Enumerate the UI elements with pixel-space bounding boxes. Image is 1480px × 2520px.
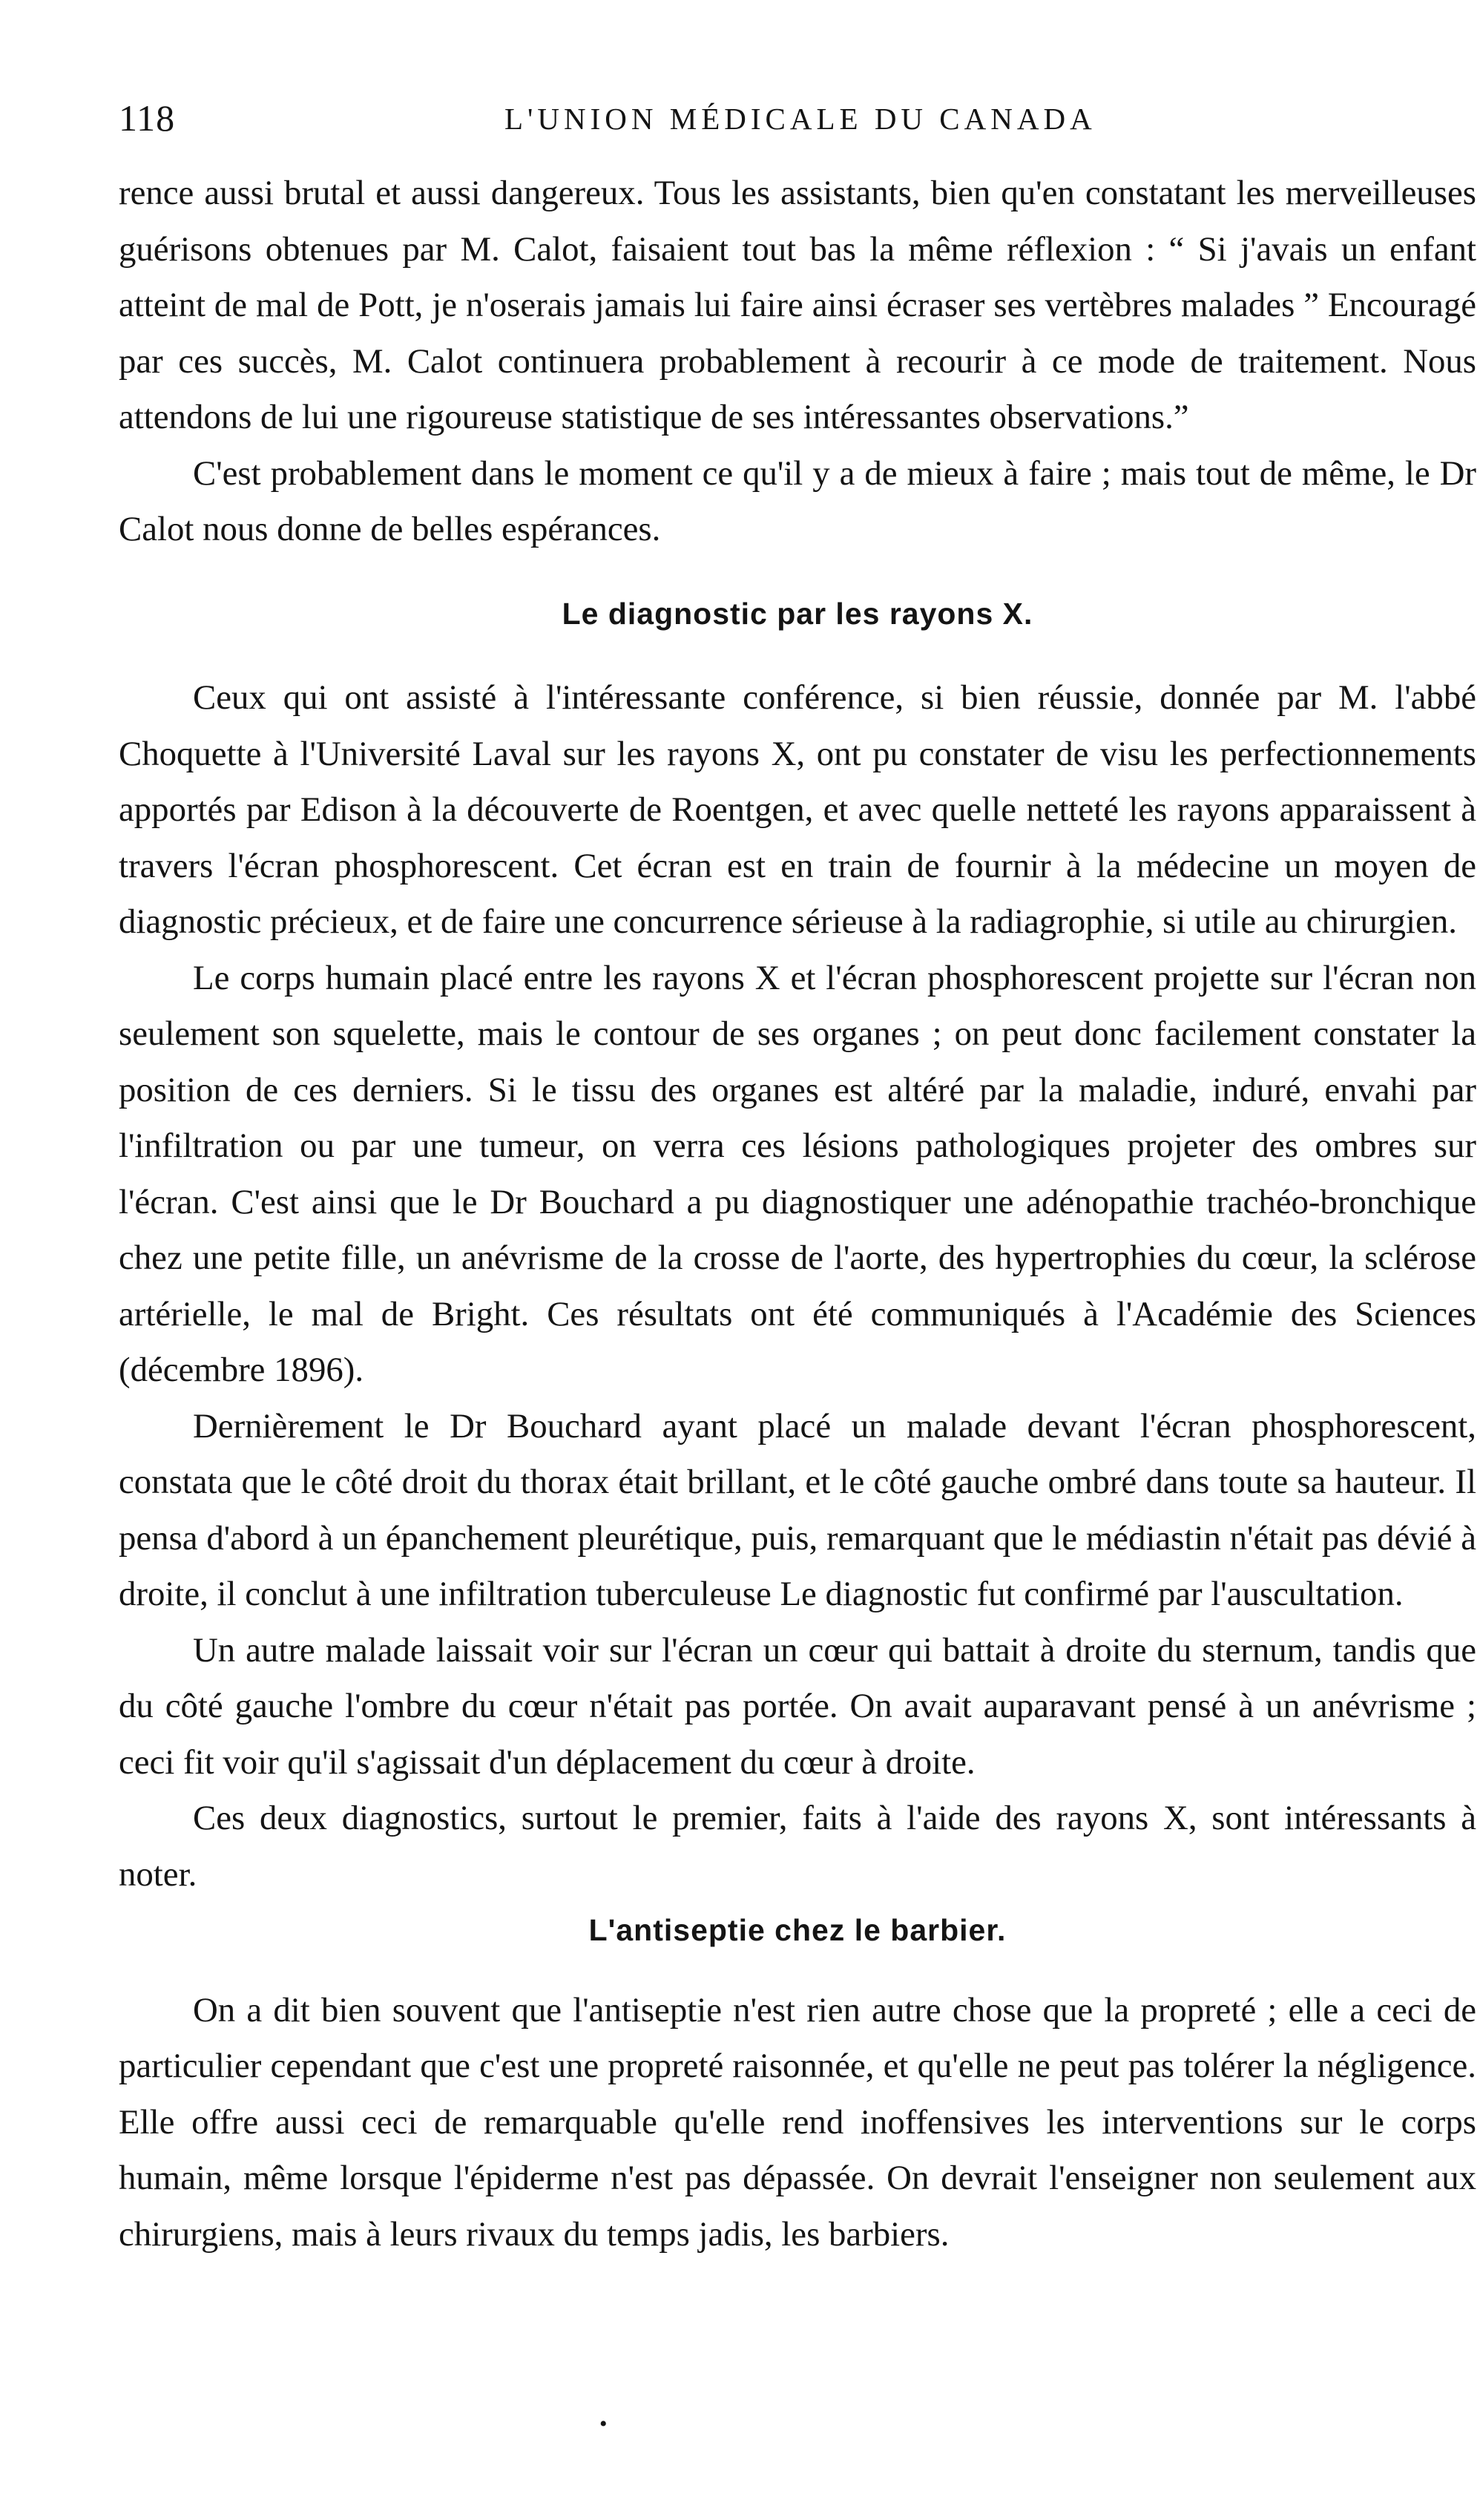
paragraph-6: Un autre malade laissait voir sur l'écran un cœur qui battait à droite du sternum, tandis que du côté gauche l'ombre du cœur n'était pas portée. On avait auparavant pensé à un anévrisme ; ceci fit voir qu'il s'agissait d'un déplacement du cœur à droite. (119, 1630, 1476, 1782)
paragraph-3: Ceux qui ont assisté à l'intéressante conférence, si bien réussie, donnée par M. l'abbé Choquette à l'Université Laval sur les rayons X, ont pu constater de visu les perfectionnements apportés par Edison à la découverte de Roentgen, et avec quelle netteté les rayons apparaissent à travers l'écran phosphorescent. Cet écran est en train de fournir à la médecine un moyen de diagnostic précieux, et de faire une concurrence sérieuse à la radiagrophie, si utile au chirurgien. (119, 678, 1476, 941)
footer-mark: • (599, 2412, 608, 2436)
section-heading-antiseptie: L'antiseptie chez le barbier. (588, 1913, 1007, 1947)
paragraph-5: Dernièrement le Dr Bouchard ayant placé un malade devant l'écran phosphorescent, constata que le côté droit du thorax était brillant, et le côté gauche ombré dans toute sa hauteur. Il pensa d'abord à un épanchement pleurétique, puis, remarquant que le médiastin n'était pas dévié à droite, il conclut à une infiltration tuberculeuse Le diagnostic fut confirmé par l'auscultation. (119, 1406, 1476, 1613)
paragraph-1: rence aussi brutal et aussi dangereux. Tous les assistants, bien qu'en constatant les merveilleuses guérisons obtenues par M. Calot, faisaient tout bas la même réflexion : “ Si j'avais un enfant atteint de mal de Pott, je n'oserais jamais lui faire ainsi écraser ses vertèbres malades ” Encouragé par ces succès, M. Calot continuera probablement à recourir à ce mode de traitement. Nous attendons de lui une rigoureuse statistique de ses intéressantes observations.” (119, 174, 1476, 436)
paragraph-7: Ces deux diagnostics, surtout le premier, faits à l'aide des rayons X, sont intéressants à noter. (119, 1799, 1476, 1894)
paragraph-8: On a dit bien souvent que l'antiseptie n'est rien autre chose que la propreté ; elle a ceci de particulier cependant que c'est une propreté raisonnée, et qu'elle ne peut pas tolérer la négligence. Elle offre aussi ceci de remarquable qu'elle rend inoffensives les interventions sur le corps humain, même lorsque l'épiderme n'est pas dépassée. On devrait l'enseigner non seulement aux chirurgiens, mais à leurs rivaux du temps jadis, les barbiers. (119, 1990, 1476, 2254)
document-page (119, 96, 1476, 2471)
running-head: L'UNION MÉDICALE DU CANADA (504, 102, 1096, 136)
paragraph-2: C'est probablement dans le moment ce qu'il y a de mieux à faire ; mais tout de même, le Dr Calot nous donne de belles espérances. (119, 453, 1476, 548)
page-number: 118 (119, 97, 176, 139)
section-heading-rayons-x: Le diagnostic par les rayons X. (562, 596, 1033, 631)
paragraph-4: Le corps humain placé entre les rayons X et l'écran phosphorescent projette sur l'écran non seulement son squelette, mais le contour de ses organes ; on peut donc facilement constater la position de ces derniers. Si le tissu des organes est altéré par la maladie, induré, envahi par l'infiltration ou par une tumeur, on verra ces lésions pathologiques projeter des ombres sur l'écran. C'est ainsi que le Dr Bouchard a pu diagnostiquer une adénopathie trachéo-bronchique chez une petite fille, un anévrisme de la crosse de l'aorte, des hypertrophies du cœur, la sclérose artérielle, le mal de Bright. Ces résultats ont été communiqués à l'Académie des Sciences (décembre 1896). (119, 958, 1476, 1389)
page-header (119, 96, 1476, 163)
